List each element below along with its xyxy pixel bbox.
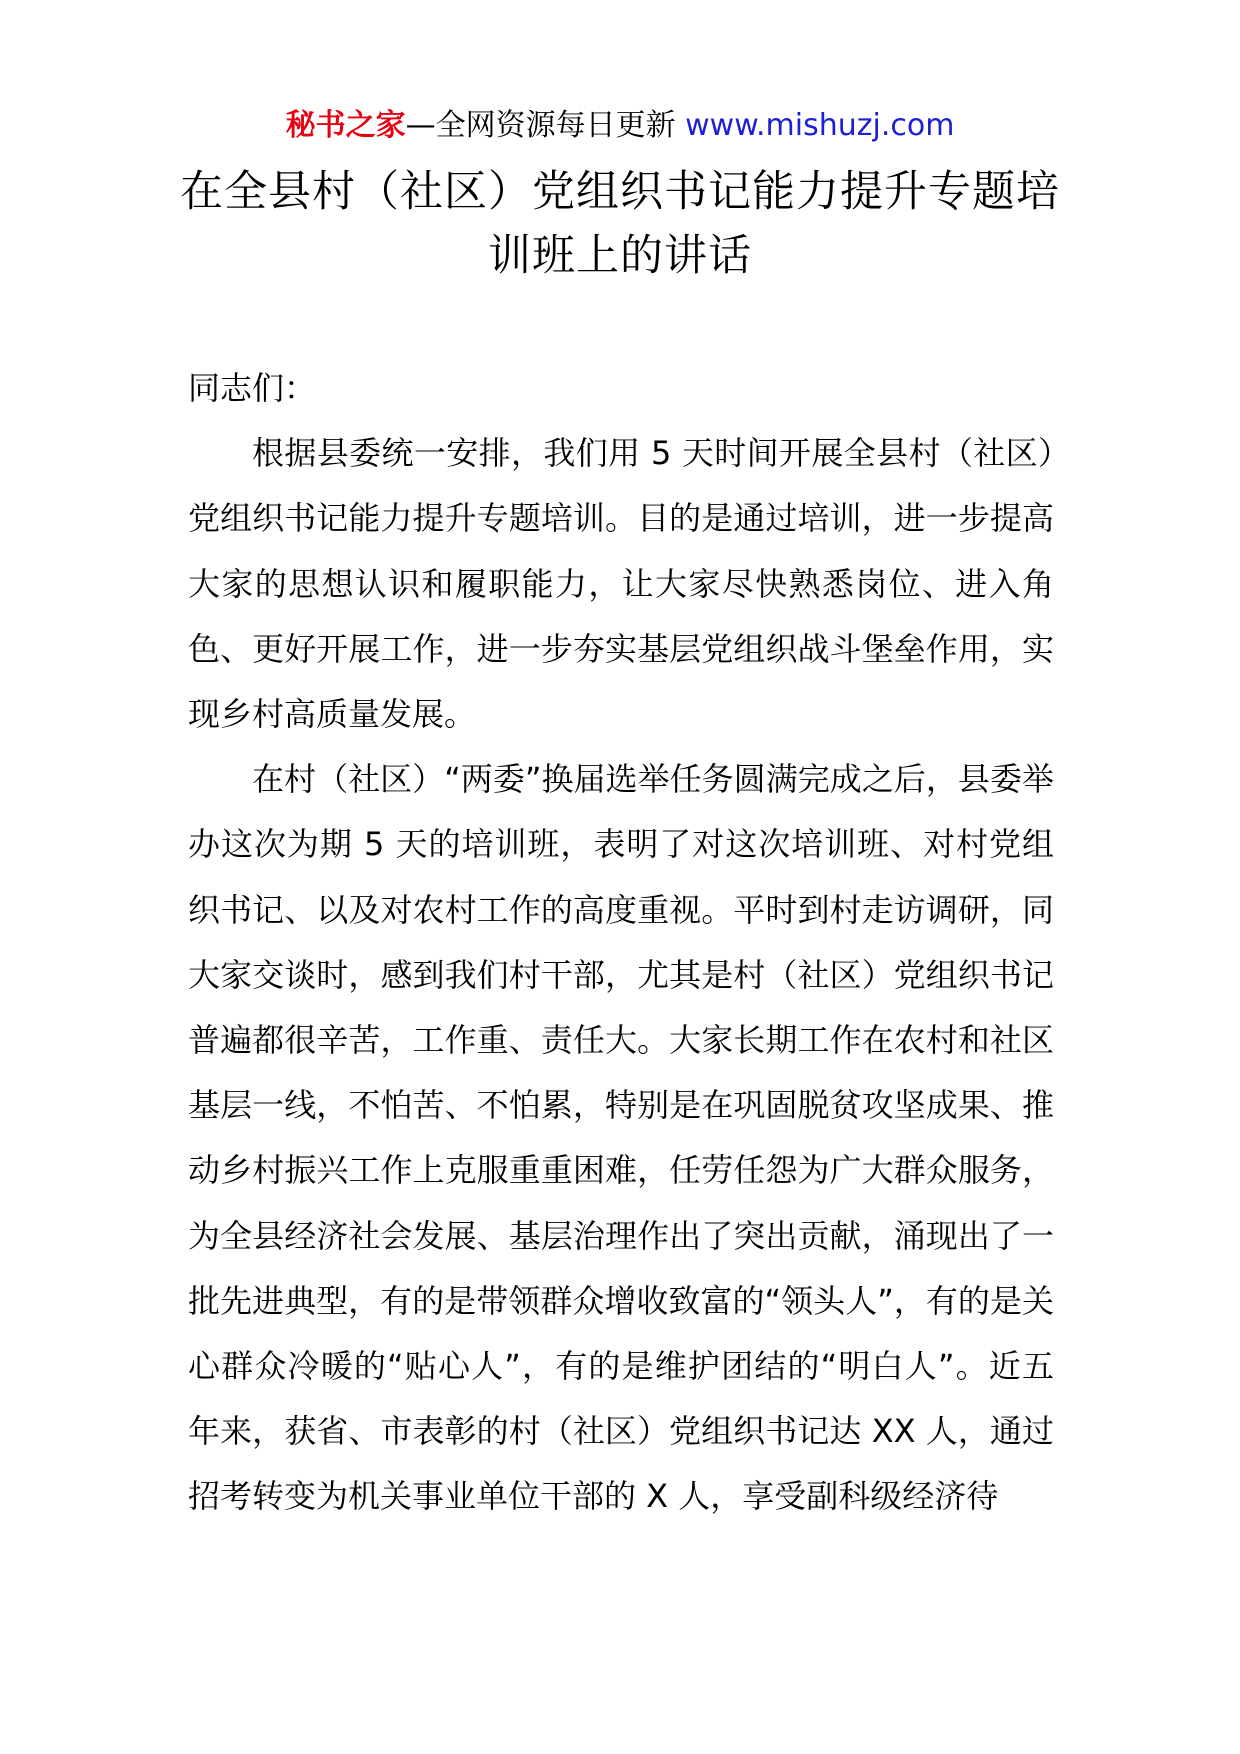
- header-slogan: —全网资源每日更新: [405, 108, 686, 143]
- paragraph-1: 根据县委统一安排，我们用 5 天时间开展全县村（社区）党组织书记能力提升专题培训。目的是通过培训，进一步提高大家的思想认识和履职能力，让大家尽快熟悉岗位、进入角色、更好开展工作，进一步夯实基层党组织战斗堡垒作用，实现乡村高质量发展。: [188, 434, 1054, 734]
- site-header: [0, 104, 1240, 148]
- salutation: 同志们：: [188, 369, 317, 407]
- document-title: 在全县村（社区）党组织书记能力提升专题培训班上的讲话: [180, 167, 1060, 281]
- document-body: [188, 356, 1054, 1530]
- paragraph-2: 在村（社区）“两委”换届选举任务圆满完成之后，县委举办这次为期 5 天的培训班，表明了对这次培训班、对村党组织书记、以及对农村工作的高度重视。平时到村走访调研，同大家交谈时，感到我们村干部，尤其是村（社区）党组织书记普遍都很辛苦，工作重、责任大。大家长期工作在农村和社区基层一线，不怕苦、不怕累，特别是在巩固脱贫攻坚成果、推动乡村振兴工作上克服重重困难，任劳任怨为广大群众服务，为全县经济社会发展、基层治理作出了突出贡献，涌现出了一批先进典型，有的是带领群众增收致富的“领头人”，有的是关心群众冷暖的“贴心人”，有的是维护团结的“明白人”。近五年来，获省、市表彰的村（社区）党组织书记达 XX 人，通过招考转变为机关事业单位干部的 X 人，享受副科级经济待: [188, 760, 1054, 1516]
- header-brand: 秘书之家: [285, 108, 406, 143]
- header-url-link[interactable]: www.mishuzj.com: [685, 108, 955, 143]
